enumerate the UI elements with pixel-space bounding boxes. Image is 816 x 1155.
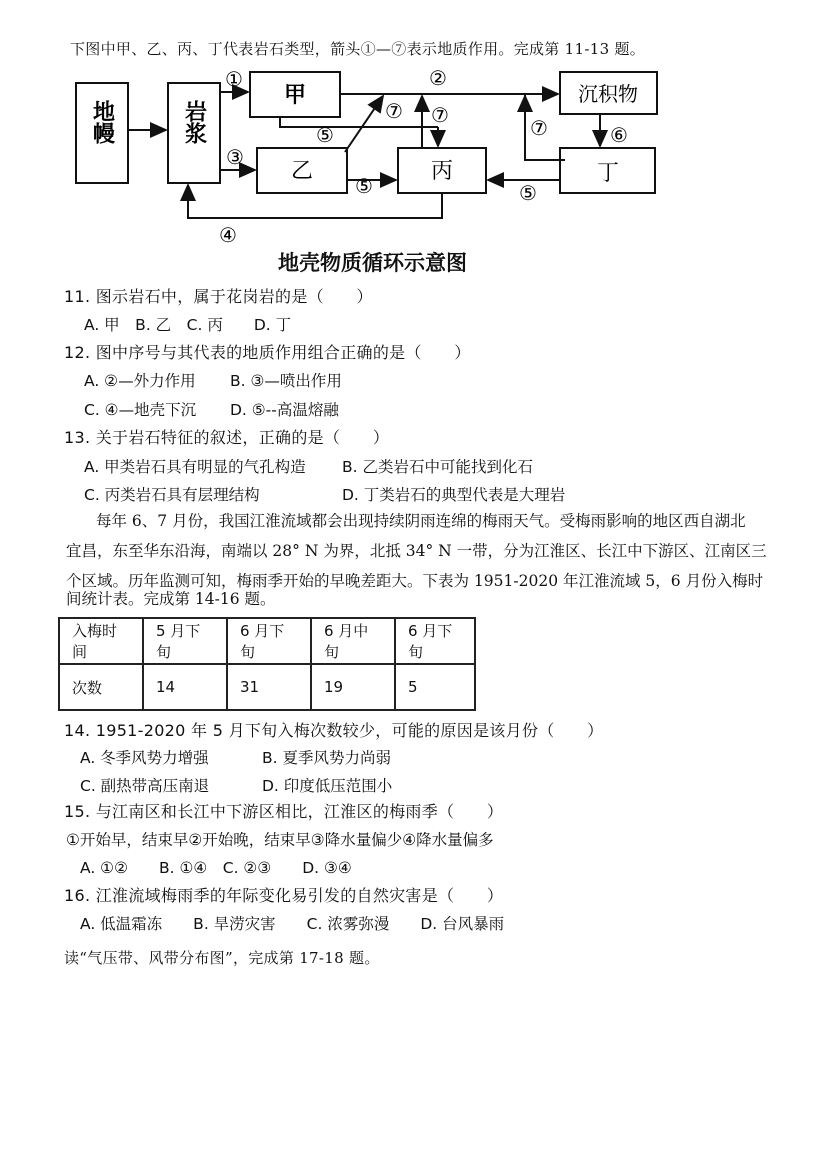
q11-options: A. 甲 B. 乙 C. 丙 D. 丁	[84, 316, 292, 334]
next-section-text: 读“气压带、风带分布图”，完成第 17-18 题。	[64, 949, 380, 967]
q12-stem: 12. 图中序号与其代表的地质作用组合正确的是（ ）	[64, 343, 471, 362]
table-header: 6 月下旬	[227, 618, 311, 664]
table-header-row	[59, 618, 475, 664]
meiyu-onset-table	[58, 617, 476, 711]
passage-line-2: 宜昌，东至华东沿海，南端以 28° N 为界，北抵 34° N 一带，分为江淮区、长江中下游区、江南区三	[66, 542, 767, 560]
jia-label: 甲	[283, 83, 307, 108]
q13-option-b: B. 乙类岩石中可能找到化石	[342, 458, 533, 476]
passage-line-4: 间统计表。完成第 14-16 题。	[66, 590, 276, 608]
q11-stem: 11. 图示岩石中，属于花岗岩的是（ ）	[64, 287, 373, 306]
process-4: ④	[219, 223, 237, 247]
passage-line-1: 每年 6、7 月份，我国江淮流域都会出现持续阴雨连绵的梅雨天气。受梅雨影响的地区西自湖北	[96, 512, 746, 530]
q13-option-d: D. 丁类岩石的典型代表是大理岩	[342, 486, 566, 504]
diagram-title: 地壳物质循环示意图	[278, 251, 467, 275]
q16-options: A. 低温霜冻 B. 旱涝灾害 C. 浓雾弥漫 D. 台风暴雨	[80, 915, 505, 933]
q16-stem: 16. 江淮流域梅雨季的年际变化易引发的自然灾害是（ ）	[64, 886, 504, 905]
q15-statements: ①开始早，结束早②开始晚，结束早③降水量偏少④降水量偏多	[66, 831, 494, 849]
table-cell: 31	[227, 664, 311, 710]
process-3: ③	[226, 145, 244, 169]
q14-option-a: A. 冬季风势力增强	[80, 749, 209, 767]
process-6: ⑥	[610, 123, 628, 147]
table-cell: 5	[395, 664, 475, 710]
passage-line-3: 个区域。历年监测可知，梅雨季开始的早晚差距大。下表为 1951-2020 年江淮流域 5，6 月份入梅时	[66, 572, 764, 590]
magma-label: 岩浆	[181, 100, 207, 144]
yi-label: 乙	[290, 159, 314, 184]
mantle-label: 地幔	[89, 100, 115, 144]
q12-option-d: D. ⑤--高温熔融	[230, 401, 339, 419]
ding-label: 丁	[596, 161, 620, 186]
table-cell: 19	[311, 664, 395, 710]
q14-option-c: C. 副热带高压南退	[80, 777, 210, 795]
q14-option-b: B. 夏季风势力尚弱	[262, 749, 391, 767]
table-row	[59, 664, 475, 710]
bing-label: 丙	[430, 159, 454, 184]
process-5c: ⑤	[519, 181, 537, 205]
table-header: 5 月下旬	[143, 618, 227, 664]
q14-option-d: D. 印度低压范围小	[262, 777, 393, 795]
q12-option-a: A. ②—外力作用	[84, 372, 196, 390]
intro-text: 下图中甲、乙、丙、丁代表岩石类型，箭头①—⑦表示地质作用。完成第 11-13 题。	[70, 40, 646, 58]
q13-option-c: C. 丙类岩石具有层理结构	[84, 486, 260, 504]
q12-option-c: C. ④—地壳下沉	[84, 401, 197, 419]
process-5a: ⑤	[316, 123, 334, 147]
q15-options: A. ①② B. ①④ C. ②③ D. ③④	[80, 859, 352, 877]
sediment-label: 沉积物	[578, 82, 638, 106]
table-header: 6 月中旬	[311, 618, 395, 664]
table-header: 入梅时间	[59, 618, 143, 664]
process-7b: ⑦	[431, 103, 449, 127]
process-7c: ⑦	[530, 116, 548, 140]
q13-stem: 13. 关于岩石特征的叙述，正确的是（ ）	[64, 428, 390, 447]
table-header: 6 月下旬	[395, 618, 475, 664]
process-2: ②	[429, 66, 447, 90]
process-1: ①	[225, 67, 243, 91]
q14-stem: 14. 1951-2020 年 5 月下旬入梅次数较少，可能的原因是该月份（ ）	[64, 721, 604, 740]
process-5b: ⑤	[355, 174, 373, 198]
q15-stem: 15. 与江南区和长江中下游区相比，江淮区的梅雨季（ ）	[64, 802, 504, 821]
table-cell: 14	[143, 664, 227, 710]
q12-option-b: B. ③—喷出作用	[230, 372, 342, 390]
table-row-label: 次数	[59, 664, 143, 710]
process-7a: ⑦	[385, 99, 403, 123]
q13-option-a: A. 甲类岩石具有明显的气孔构造	[84, 458, 306, 476]
